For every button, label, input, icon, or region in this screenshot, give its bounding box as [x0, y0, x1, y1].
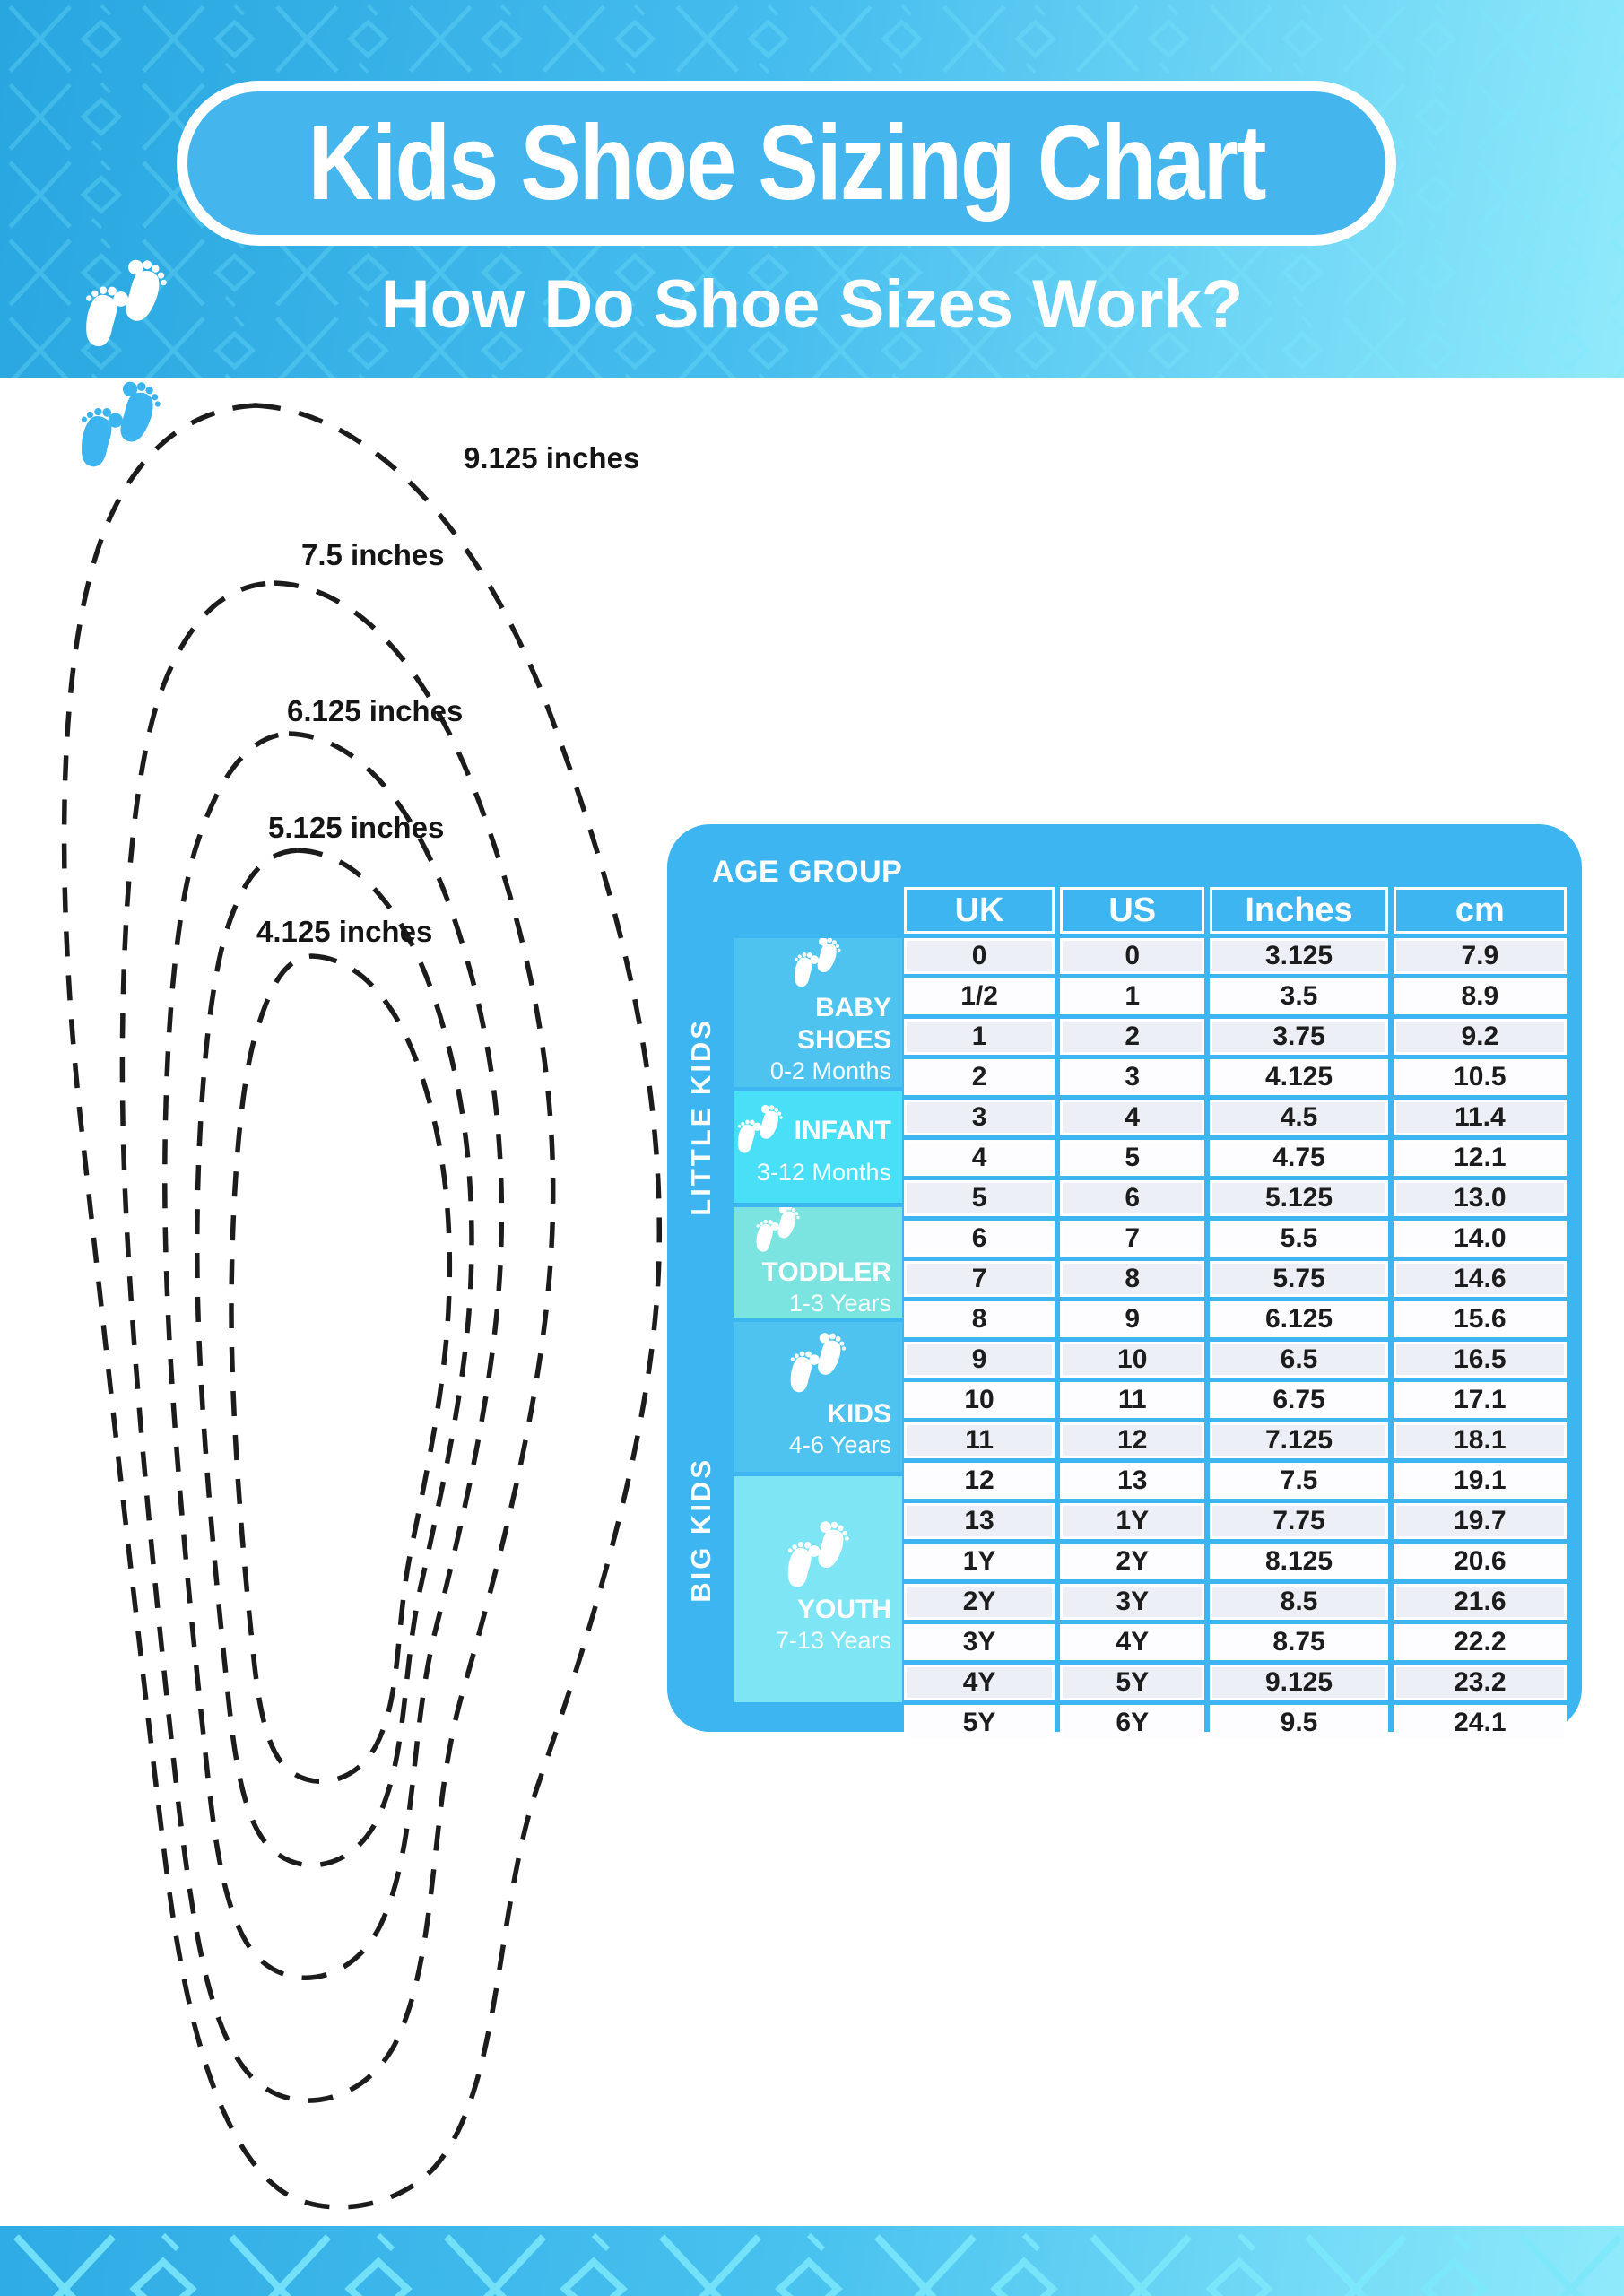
size-cell: 6.5 — [1210, 1342, 1387, 1378]
page-title: Kids Shoe Sizing Chart — [308, 103, 1265, 222]
side-label-big-kids: BIG KIDS — [685, 1457, 716, 1603]
age-group-range: 3-12 Months — [756, 1159, 891, 1187]
size-cell: 15.6 — [1394, 1301, 1567, 1337]
size-cell: 7 — [1060, 1221, 1204, 1257]
size-cell: 21.6 — [1394, 1584, 1567, 1620]
baby-feet-icon — [72, 258, 172, 355]
size-cell: 6 — [904, 1221, 1055, 1257]
age-group-range: 7-13 Years — [775, 1627, 891, 1655]
outline-length-label: 4.125 inches — [256, 915, 433, 948]
size-cell: 3.75 — [1210, 1019, 1387, 1055]
size-cell: 12 — [904, 1463, 1055, 1499]
size-cell: 5.5 — [1210, 1221, 1387, 1257]
size-cell: 19.1 — [1394, 1463, 1567, 1499]
size-cell: 12.1 — [1394, 1140, 1567, 1176]
age-column — [734, 938, 902, 1702]
baby-feet-icon — [65, 380, 169, 475]
size-cell: 1 — [904, 1019, 1055, 1055]
size-cell: 2Y — [1060, 1544, 1204, 1579]
title-pill — [177, 81, 1396, 246]
size-cell: 8.9 — [1394, 978, 1567, 1014]
size-cell: 13 — [1060, 1463, 1204, 1499]
size-cell: 17.1 — [1394, 1382, 1567, 1418]
size-cell: 3 — [1060, 1059, 1204, 1095]
size-cell: 22.2 — [1394, 1624, 1567, 1660]
size-cell: 7.125 — [1210, 1422, 1387, 1458]
size-cell: 1 — [1060, 978, 1204, 1014]
size-cell: 11 — [1060, 1382, 1204, 1418]
age-group-youth — [734, 1476, 902, 1702]
age-group-toddler — [734, 1207, 902, 1318]
outline-length-label: 9.125 inches — [464, 441, 640, 474]
footer-pattern — [0, 2226, 1624, 2296]
size-cell: 8 — [904, 1301, 1055, 1337]
size-cell: 2 — [1060, 1019, 1204, 1055]
size-cell: 5 — [904, 1180, 1055, 1216]
size-cell: 6.75 — [1210, 1382, 1387, 1418]
baby-feet-icon — [776, 1332, 855, 1398]
foot-outline-5 — [231, 956, 449, 1781]
column-header-cm: cm — [1394, 887, 1567, 934]
size-cell: 8 — [1060, 1261, 1204, 1297]
size-cell: 3.5 — [1210, 978, 1387, 1014]
size-cell: 5 — [1060, 1140, 1204, 1176]
size-cell: 14.6 — [1394, 1261, 1567, 1297]
size-cell: 1/2 — [904, 978, 1055, 1014]
foot-outline-4 — [197, 850, 472, 1866]
size-cell: 12 — [1060, 1422, 1204, 1458]
outline-length-label: 5.125 inches — [268, 811, 445, 844]
size-cell: 4.75 — [1210, 1140, 1387, 1176]
footer-band — [0, 2226, 1624, 2296]
age-group-range: 0-2 Months — [769, 1057, 891, 1085]
size-cell: 6 — [1060, 1180, 1204, 1216]
size-cell: 10.5 — [1394, 1059, 1567, 1095]
size-cell: 1Y — [1060, 1503, 1204, 1539]
size-cell: 2Y — [904, 1584, 1055, 1620]
size-grid — [904, 887, 1567, 1737]
page-subtitle: How Do Shoe Sizes Work? — [380, 266, 1244, 343]
size-cell: 5Y — [1060, 1665, 1204, 1700]
size-cell: 19.7 — [1394, 1503, 1567, 1539]
age-group-range: 4-6 Years — [788, 1431, 891, 1458]
size-cell: 8.125 — [1210, 1544, 1387, 1579]
size-cell: 0 — [1060, 938, 1204, 974]
size-cell: 4.5 — [1210, 1100, 1387, 1135]
size-cell: 10 — [904, 1382, 1055, 1418]
size-cell: 13.0 — [1394, 1180, 1567, 1216]
column-header-inches: Inches — [1210, 887, 1387, 934]
baby-feet-icon — [743, 1207, 809, 1257]
size-cell: 7 — [904, 1261, 1055, 1297]
size-cell: 1Y — [904, 1544, 1055, 1579]
age-group-infant — [734, 1091, 902, 1203]
side-label-little-kids: LITTLE KIDS — [685, 1018, 716, 1216]
size-cell: 16.5 — [1394, 1342, 1567, 1378]
age-group-name: TODDLER — [761, 1257, 891, 1287]
size-cell: 7.5 — [1210, 1463, 1387, 1499]
size-cell: 4 — [1060, 1100, 1204, 1135]
size-cell: 11.4 — [1394, 1100, 1567, 1135]
age-group-range: 1-3 Years — [788, 1289, 891, 1317]
baby-feet-icon — [734, 1104, 791, 1158]
outline-length-label: 7.5 inches — [301, 538, 445, 571]
size-cell: 5Y — [904, 1705, 1055, 1741]
size-cell: 6.125 — [1210, 1301, 1387, 1337]
size-cell: 7.9 — [1394, 938, 1567, 974]
age-group-name: BABY SHOES — [796, 993, 891, 1056]
size-cell: 9.125 — [1210, 1665, 1387, 1700]
baby-feet-icon — [772, 1520, 858, 1594]
size-cell: 3 — [904, 1100, 1055, 1135]
foot-outlines-group — [65, 405, 660, 2207]
size-table-card — [667, 824, 1582, 1737]
header-banner — [0, 0, 1624, 378]
age-group-kids — [734, 1322, 902, 1471]
size-cell: 4 — [904, 1140, 1055, 1176]
size-cell: 23.2 — [1394, 1665, 1567, 1700]
size-cell: 3Y — [904, 1624, 1055, 1660]
size-cell: 10 — [1060, 1342, 1204, 1378]
size-cell: 4Y — [1060, 1624, 1204, 1660]
age-group-heading: AGE GROUP — [712, 855, 903, 889]
size-cell: 4.125 — [1210, 1059, 1387, 1095]
column-header-us: US — [1060, 887, 1204, 934]
size-cell: 3Y — [1060, 1584, 1204, 1620]
size-cell: 20.6 — [1394, 1544, 1567, 1579]
age-group-baby-shoes — [734, 938, 902, 1087]
foot-outline-1 — [65, 405, 660, 2207]
size-cell: 3.125 — [1210, 938, 1387, 974]
column-header-uk: UK — [904, 887, 1055, 934]
size-cell: 9.2 — [1394, 1019, 1567, 1055]
size-cell: 8.5 — [1210, 1584, 1387, 1620]
age-group-name: YOUTH — [797, 1595, 891, 1625]
size-cell: 5.125 — [1210, 1180, 1387, 1216]
size-cell: 7.75 — [1210, 1503, 1387, 1539]
size-cell: 9 — [904, 1342, 1055, 1378]
size-cell: 8.75 — [1210, 1624, 1387, 1660]
age-group-name: KIDS — [827, 1398, 891, 1429]
size-cell: 6Y — [1060, 1705, 1204, 1741]
size-cell: 14.0 — [1394, 1221, 1567, 1257]
size-cell: 24.1 — [1394, 1705, 1567, 1741]
size-cell: 18.1 — [1394, 1422, 1567, 1458]
baby-feet-icon — [781, 938, 849, 992]
size-cell: 5.75 — [1210, 1261, 1387, 1297]
size-cell: 4Y — [904, 1665, 1055, 1700]
size-cell: 9.5 — [1210, 1705, 1387, 1741]
size-cell: 0 — [904, 938, 1055, 974]
size-cell: 9 — [1060, 1301, 1204, 1337]
size-cell: 2 — [904, 1059, 1055, 1095]
age-group-name: INFANT — [794, 1116, 891, 1146]
size-cell: 11 — [904, 1422, 1055, 1458]
size-cell: 13 — [904, 1503, 1055, 1539]
outline-length-label: 6.125 inches — [287, 694, 464, 727]
